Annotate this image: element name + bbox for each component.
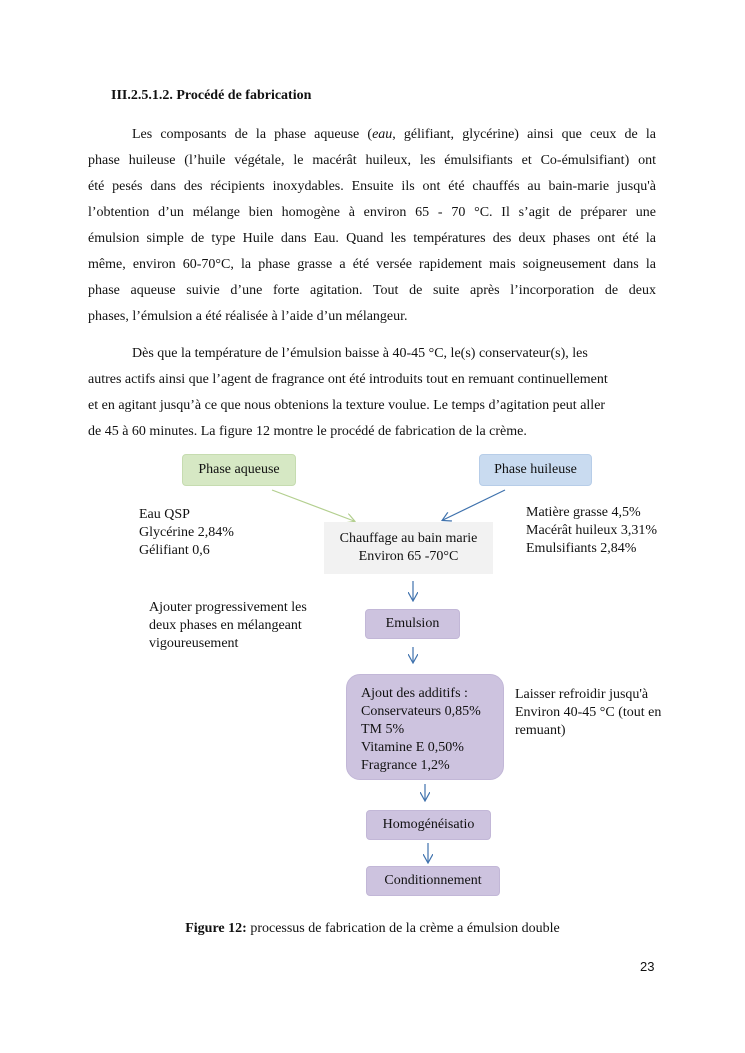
paragraph-2-line: autres actifs ainsi que l’agent de fragrance ont été introduits tout en remuant continuellement (88, 372, 608, 387)
paragraph-1-line: phase huileuse (l’huile végétale, le macérât huileux, les émulsifiants et Co-émulsifiant) ont (88, 153, 656, 168)
page-number: 23 (640, 959, 655, 974)
paragraph-1-line: l’obtention d’un mélange bien homogène à environ 65 - 70 °C. Il s’agit de préparer une (88, 205, 656, 220)
aqueuse-ingredients: Eau QSP Glycérine 2,84% Gélifiant 0,6 (139, 507, 234, 558)
figure-label: Figure 12: (185, 921, 247, 936)
paragraph-1-line: phases, l’émulsion a été réalisée à l’aide d’un mélangeur. (88, 309, 408, 324)
emulsion-box: Emulsion (365, 609, 460, 639)
paragraph-1-line: phase aqueuse suivie d’une forte agitation. Tout de suite après l’incorporation de deux (88, 283, 656, 298)
arrow-huileuse-to-chauffage (443, 490, 505, 520)
note-refroidir: Laisser refroidir jusqu'à Environ 40-45 °C (tout en remuant) (515, 687, 662, 738)
huileuse-ingredients: Matière grasse 4,5% Macérât huileux 3,31% Emulsifiants 2,84% (526, 505, 658, 556)
paragraph-2-line: de 45 à 60 minutes. La figure 12 montre le procédé de fabrication de la crème. (88, 424, 527, 439)
figure-caption-text: processus de fabrication de la crème a émulsion double (246, 921, 560, 936)
paragraph-1-line: été pesés dans des récipients inoxydables. Ensuite ils ont été chauffés au bain-marie jusqu'à (88, 179, 656, 194)
conditionnement-box: Conditionnement (366, 866, 500, 896)
arrow-aqueuse-to-chauffage (272, 490, 354, 521)
chauffage-box: Chauffage au bain marie Environ 65 -70°C (324, 522, 493, 574)
figure-caption (0, 921, 745, 937)
phase-huileuse-box: Phase huileuse (479, 454, 592, 486)
paragraph-2-line: et en agitant jusqu’à ce que nous obtenions la texture voulue. Le temps d’agitation peut aller (88, 398, 606, 413)
paragraph-1-line: même, environ 60-70°C, la phase grasse a été versée rapidement mais soigneusement dans la (88, 257, 656, 272)
paragraph-2 (88, 341, 656, 445)
paragraph-1-line: Les composants de la phase aqueuse (eau, gélifiant, glycérine) ainsi que ceux de la (132, 127, 657, 142)
note-melange: Ajouter progressivement les deux phases en mélangeant vigoureusement (149, 600, 307, 651)
section-heading: III.2.5.1.2. Procédé de fabrication (111, 88, 312, 103)
paragraph-1 (88, 122, 656, 330)
paragraph-1-line: émulsion simple de type Huile dans Eau. Quand les températures des deux phases ont été la (88, 231, 656, 246)
paragraph-2-line: Dès que la température de l’émulsion baisse à 40-45 °C, le(s) conservateur(s), les (132, 346, 588, 361)
additifs-box: Ajout des additifs : Conservateurs 0,85% TM 5% Vitamine E 0,50% Fragrance 1,2% (346, 674, 504, 780)
homogeneisation-box: Homogénéisatio (366, 810, 491, 840)
phase-aqueuse-box: Phase aqueuse (182, 454, 296, 486)
